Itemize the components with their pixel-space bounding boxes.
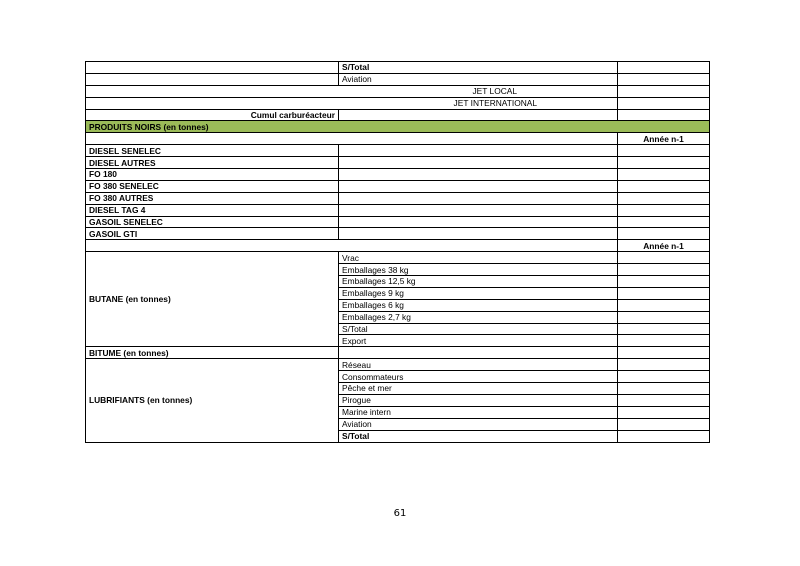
table-cell <box>618 347 710 359</box>
table-cell <box>618 299 710 311</box>
table-cell <box>618 323 710 335</box>
table-row <box>86 359 710 371</box>
annee-header: Année n-1 <box>618 240 710 252</box>
butane-item: Emballages 12,5 kg <box>339 276 618 288</box>
table-cell <box>86 240 618 252</box>
table-cell <box>618 418 710 430</box>
table-row <box>86 133 710 145</box>
table-cell <box>339 204 618 216</box>
table-cell <box>618 169 710 181</box>
table-cell <box>618 228 710 240</box>
table-cell <box>339 157 618 169</box>
butane-label: BUTANE (en tonnes) <box>86 252 339 347</box>
table-row <box>86 169 710 181</box>
table-cell <box>618 73 710 85</box>
butane-item: Emballages 38 kg <box>339 264 618 276</box>
table-cell <box>86 73 339 85</box>
table-row <box>86 73 710 85</box>
table-cell <box>339 347 618 359</box>
product-label: FO 180 <box>86 169 339 181</box>
product-label: DIESEL AUTRES <box>86 157 339 169</box>
table-cell <box>618 335 710 347</box>
table-cell <box>618 383 710 395</box>
table-row <box>86 228 710 240</box>
table-cell <box>618 276 710 288</box>
table-cell <box>339 145 618 157</box>
table-row <box>86 145 710 157</box>
table-cell <box>618 145 710 157</box>
lubrifiants-item: Aviation <box>339 418 618 430</box>
table-cell <box>86 62 339 74</box>
table-cell <box>618 406 710 418</box>
table-cell <box>339 192 618 204</box>
product-label: DIESEL SENELEC <box>86 145 339 157</box>
butane-item: Vrac <box>339 252 618 264</box>
produits-noirs-header: PRODUITS NOIRS (en tonnes) <box>86 121 710 133</box>
jet-local-label: JET LOCAL <box>86 85 618 97</box>
bitume-label: BITUME (en tonnes) <box>86 347 339 359</box>
table-cell <box>618 264 710 276</box>
lubrifiants-subtotal: S/Total <box>339 430 618 442</box>
table-row <box>86 347 710 359</box>
lubrifiants-item: Pirogue <box>339 394 618 406</box>
table-cell <box>618 430 710 442</box>
lubrifiants-label: LUBRIFIANTS (en tonnes) <box>86 359 339 442</box>
table-row <box>86 97 710 109</box>
table-cell: S/Total <box>339 62 618 74</box>
butane-item: Export <box>339 335 618 347</box>
table-row <box>86 62 710 74</box>
cumul-carbureacteur-label: Cumul carburéacteur <box>86 109 339 121</box>
table-row <box>86 192 710 204</box>
annee-header: Année n-1 <box>618 133 710 145</box>
table-row <box>86 85 710 97</box>
lubrifiants-item: Consommateurs <box>339 371 618 383</box>
table-cell: Aviation <box>339 73 618 85</box>
table-row <box>86 180 710 192</box>
table-row <box>86 157 710 169</box>
table-cell <box>618 252 710 264</box>
table-cell <box>618 157 710 169</box>
page-number: 61 <box>393 508 407 519</box>
product-label: GASOIL GTI <box>86 228 339 240</box>
table-cell <box>86 133 618 145</box>
product-label: DIESEL TAG 4 <box>86 204 339 216</box>
table-cell <box>618 359 710 371</box>
product-label: FO 380 AUTRES <box>86 192 339 204</box>
table-cell <box>339 180 618 192</box>
table-cell <box>618 394 710 406</box>
fuel-statistics-table <box>85 61 710 443</box>
lubrifiants-item: Marine intern <box>339 406 618 418</box>
table-cell <box>618 85 710 97</box>
table-row <box>86 204 710 216</box>
jet-international-label: JET INTERNATIONAL <box>86 97 618 109</box>
table-cell <box>618 216 710 228</box>
table-cell <box>339 228 618 240</box>
lubrifiants-item: Pêche et mer <box>339 383 618 395</box>
table-cell <box>618 62 710 74</box>
table-cell <box>618 180 710 192</box>
table-cell <box>339 109 618 121</box>
table-cell <box>618 192 710 204</box>
butane-item: Emballages 2,7 kg <box>339 311 618 323</box>
table-cell <box>618 371 710 383</box>
table-cell <box>618 204 710 216</box>
product-label: FO 380 SENELEC <box>86 180 339 192</box>
table-cell <box>339 169 618 181</box>
table-cell <box>618 97 710 109</box>
table-row <box>86 216 710 228</box>
table-row <box>86 109 710 121</box>
table-row <box>86 240 710 252</box>
table-cell <box>618 109 710 121</box>
section-header-row <box>86 121 710 133</box>
product-label: GASOIL SENELEC <box>86 216 339 228</box>
lubrifiants-item: Réseau <box>339 359 618 371</box>
butane-item: Emballages 9 kg <box>339 287 618 299</box>
butane-item: S/Total <box>339 323 618 335</box>
table-cell <box>618 287 710 299</box>
table-row <box>86 252 710 264</box>
butane-item: Emballages 6 kg <box>339 299 618 311</box>
table-cell <box>339 216 618 228</box>
table-cell <box>618 311 710 323</box>
